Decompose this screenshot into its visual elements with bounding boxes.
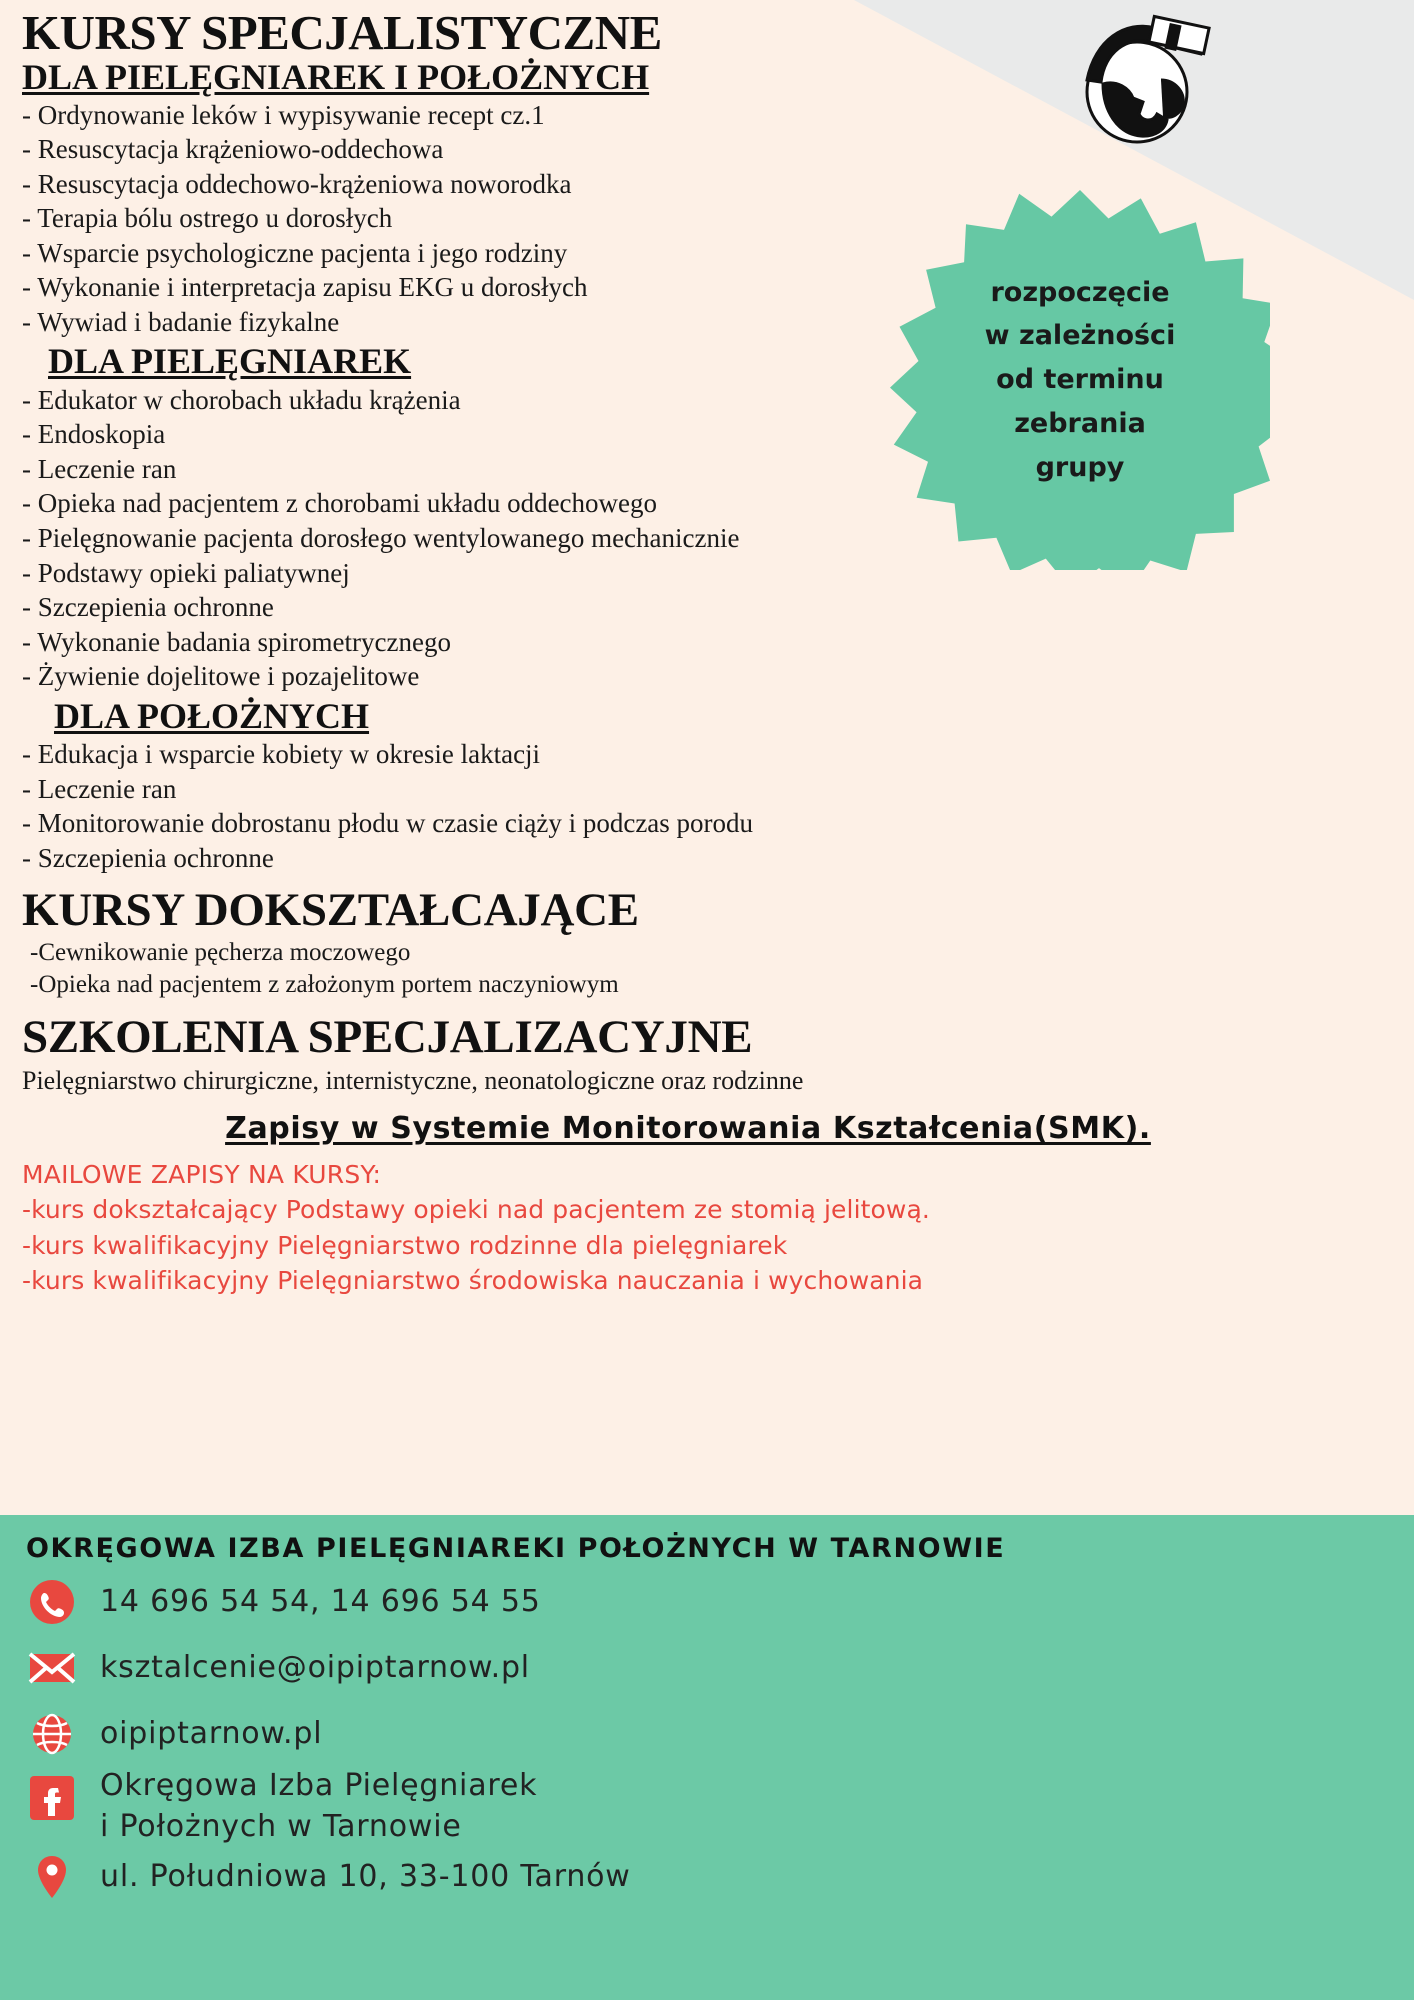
list-item: - Edukator w chorobach układu krążenia xyxy=(22,384,461,415)
contact-address-row xyxy=(26,1851,1414,1903)
list-item: -kurs kwalifikacyjny Pielęgniarstwo rodzinne dla pielęgniarek xyxy=(22,1230,788,1260)
facebook-line-1: Okręgowa Izba Pielęgniarek xyxy=(100,1768,538,1803)
list-item: - Szczepienia ochronne xyxy=(22,592,274,623)
list-item: -Cewnikowanie pęcherza moczowego xyxy=(30,938,411,966)
badge-line: zebrania xyxy=(1014,407,1146,439)
list-item: -kurs dokształcający Podstawy opieki nad pacjentem ze stomią jelitową. xyxy=(22,1195,930,1225)
list-item: - Opieka nad pacjentem z chorobami układu oddechowego xyxy=(22,488,658,519)
contact-email-row xyxy=(26,1642,1414,1694)
badge-line: rozpoczęcie xyxy=(990,276,1170,308)
badge-line: grupy xyxy=(1035,451,1125,483)
list-item: -kurs kwalifikacyjny Pielęgniarstwo środowiska nauczania i wychowania xyxy=(22,1266,924,1296)
facebook-line-2: i Położnych w Tarnowie xyxy=(100,1808,462,1844)
list-item: -Opieka nad pacjentem z założonym portem naczyniowym xyxy=(30,971,619,999)
list-item: - Ordynowanie leków i wypisywanie recept cz.1 xyxy=(22,99,545,130)
midwives-section-title: DLA POŁOŻNYCH xyxy=(54,695,370,736)
list-item: - Wywiad i badanie fizykalne xyxy=(22,306,340,337)
badge-line: od terminu xyxy=(996,364,1164,396)
midwives-course-list xyxy=(22,737,1394,875)
list-item: - Leczenie ran xyxy=(22,773,177,804)
facebook-page-name[interactable] xyxy=(100,1766,537,1847)
specialization-description: Pielęgniarstwo chirurgiczne, internistyczne, neonatologiczne oraz rodzinne xyxy=(22,1065,804,1095)
further-training-title: KURSY DOKSZTAŁCAJĄCE xyxy=(22,884,639,937)
badge-line: w zależności xyxy=(984,320,1176,352)
mail-registration-header: MAILOWE ZAPISY NA KURSY: xyxy=(22,1160,382,1190)
nurses-section-title: DLA PIELĘGNIAREK xyxy=(48,341,412,382)
email-address[interactable]: ksztalcenie@oipiptarnow.pl xyxy=(100,1649,530,1685)
mail-registration-block xyxy=(22,1158,1394,1298)
badge-text xyxy=(890,190,1270,570)
list-item: - Szczepienia ochronne xyxy=(22,842,274,873)
list-item: - Pielęgnowanie pacjenta dorosłego wentylowanego mechanicznie xyxy=(22,522,740,553)
smk-registration-note: Zapisy w Systemie Monitorowania Kształcenia(SMK). xyxy=(225,1111,1151,1147)
contact-website-row xyxy=(26,1708,1414,1760)
contact-footer xyxy=(0,1515,1414,2000)
further-training-list xyxy=(22,937,1394,1002)
specialization-title: SZKOLENIA SPECJALIZACYJNE xyxy=(22,1010,753,1063)
list-item: - Wykonanie i interpretacja zapisu EKG u dorosłych xyxy=(22,272,588,303)
list-item: - Wykonanie badania spirometrycznego xyxy=(22,626,451,657)
mail-icon xyxy=(26,1642,78,1694)
list-item: - Podstawy opieki paliatywnej xyxy=(22,557,350,588)
location-pin-icon xyxy=(26,1851,78,1903)
start-date-badge xyxy=(890,190,1270,570)
list-item: - Leczenie ran xyxy=(22,453,177,484)
page-subtitle: DLA PIELĘGNIAREK I POŁOŻNYCH xyxy=(22,56,650,97)
organization-name: OKRĘGOWA IZBA PIELĘGNIAREKI POŁOŻNYCH W TARNOWIE xyxy=(26,1533,1006,1564)
list-item: - Żywienie dojelitowe i pozajelitowe xyxy=(22,661,420,692)
list-item: - Resuscytacja oddechowo-krążeniowa noworodka xyxy=(22,168,572,199)
website-url[interactable]: oipiptarnow.pl xyxy=(100,1715,323,1751)
list-item: - Terapia bólu ostrego u dorosłych xyxy=(22,203,393,234)
phone-number[interactable]: 14 696 54 54, 14 696 54 55 xyxy=(100,1583,541,1619)
globe-icon xyxy=(26,1708,78,1760)
street-address: ul. Południowa 10, 33-100 Tarnów xyxy=(100,1858,631,1894)
list-item: - Edukacja i wsparcie kobiety w okresie laktacji xyxy=(22,739,541,770)
list-item: - Wsparcie psychologiczne pacjenta i jego rodziny xyxy=(22,237,568,268)
facebook-icon xyxy=(26,1772,78,1824)
page-title: KURSY SPECJALISTYCZNE xyxy=(22,5,662,60)
phone-icon xyxy=(26,1576,78,1628)
list-item: - Resuscytacja krążeniowo-oddechowa xyxy=(22,134,444,165)
list-item: - Monitorowanie dobrostanu płodu w czasie ciąży i podczas porodu xyxy=(22,808,754,839)
contact-phone-row xyxy=(26,1576,1414,1628)
contact-facebook-row xyxy=(26,1766,1414,1847)
list-item: - Endoskopia xyxy=(22,419,166,450)
